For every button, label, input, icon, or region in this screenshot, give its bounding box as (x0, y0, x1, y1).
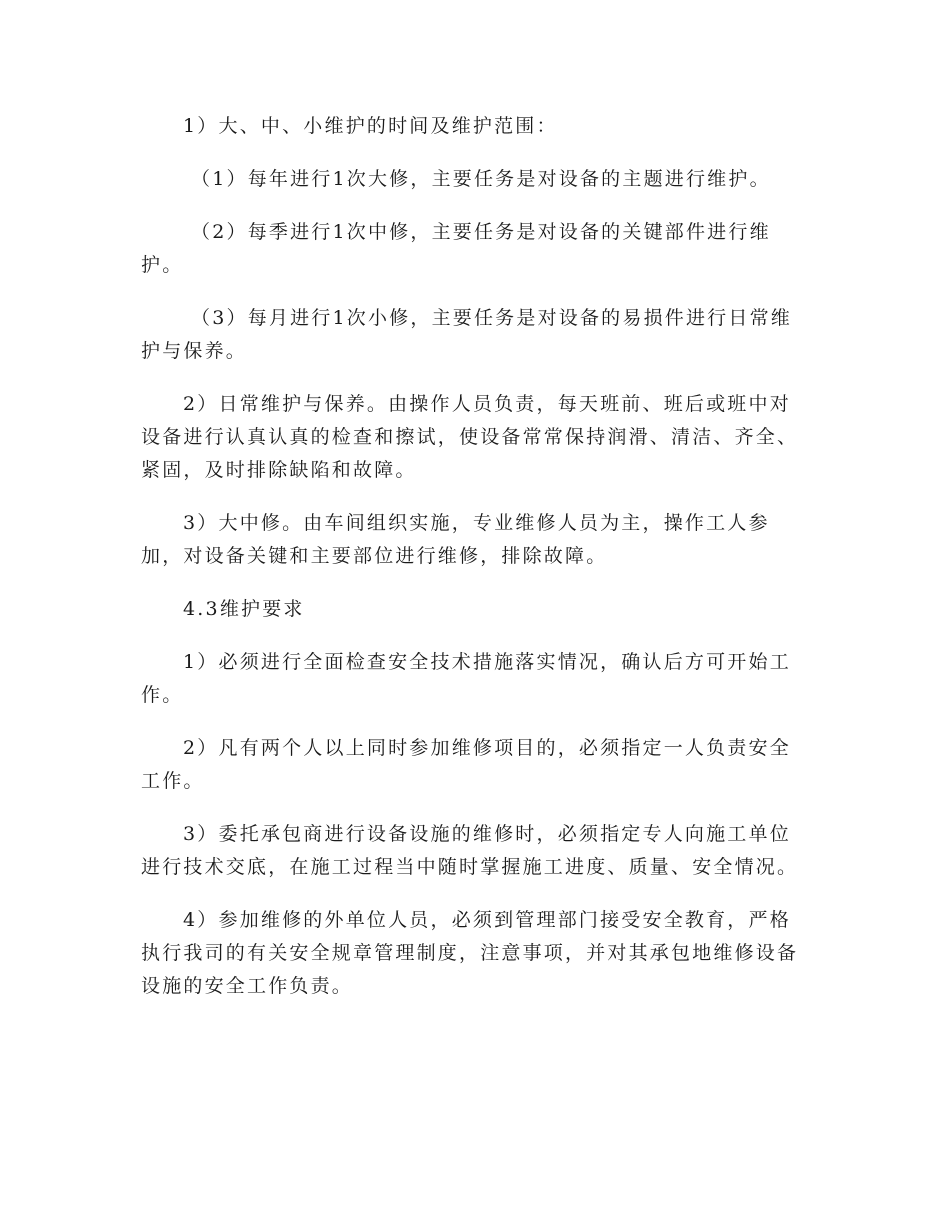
section-heading-maintenance-requirements: 4.3维护要求 (183, 598, 305, 620)
paragraph-daily-maintenance: 2）日常维护与保养。由操作人员负责，每天班前、班后或班中对设备进行认真认真的检查和擦试，使设备常常保持润滑、清洁、齐全、紧固，及时排除缺陷和故障。 (141, 393, 799, 481)
paragraph-requirement-1: 1）必须进行全面检查安全技术措施落实情况，确认后方可开始工作。 (141, 651, 791, 706)
paragraph-minor-repair: （3）每月进行1次小修，主要任务是对设备的易损件进行日常维护与保养。 (141, 307, 792, 362)
paragraph-major-medium-repair: 3）大中修。由车间组织实施，专业维修人员为主，操作工人参加，对设备关键和主要部位进行维修，排除故障。 (141, 512, 770, 567)
paragraph-maintenance-scope: 1）大、中、小维护的时间及维护范围： (183, 115, 558, 137)
document-body (141, 110, 809, 1023)
paragraph-medium-repair: （2）每季进行1次中修，主要任务是对设备的关键部件进行维护。 (141, 221, 771, 276)
paragraph-major-repair: （1）每年进行1次大修，主要任务是对设备的主题进行维护。 (191, 168, 771, 190)
paragraph-requirement-3: 3）委托承包商进行设备设施的维修时，必须指定专人向施工单位进行技术交底，在施工过程当中随时掌握施工进度、质量、安全情况。 (141, 823, 799, 878)
paragraph-requirement-2: 2）凡有两个人以上同时参加维修项目的，必须指定一人负责安全工作。 (141, 737, 791, 792)
paragraph-requirement-4: 4）参加维修的外单位人员，必须到管理部门接受安全教育，严格执行我司的有关安全规章管理制度，注意事项，并对其承包地维修设备设施的安全工作负责。 (141, 909, 799, 997)
